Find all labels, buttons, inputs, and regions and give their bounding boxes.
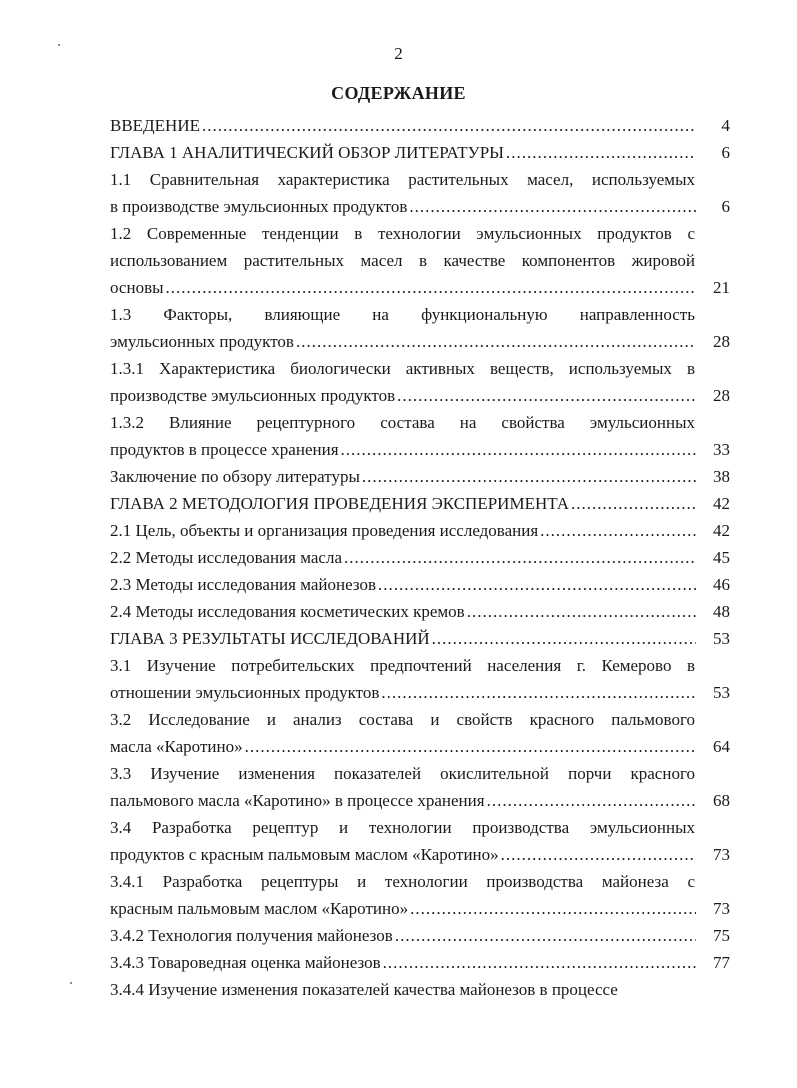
toc-page-number: 4 bbox=[721, 116, 730, 135]
toc-entry-text-line: 3.3 Изучение изменения показателей окислительной порчи красного bbox=[110, 764, 695, 783]
toc-entry bbox=[110, 706, 730, 760]
toc-entry-title: ВВЕДЕНИЕ bbox=[110, 116, 200, 135]
toc-entry-title: масла «Каротино» bbox=[110, 737, 243, 756]
toc-entry-title: Заключение по обзору литературы bbox=[110, 467, 360, 486]
toc-entry-text-line: 1.2 Современные тенденции в технологии эмульсионных продуктов с bbox=[110, 224, 695, 243]
toc-entry-title: 3.4.4 Изучение изменения показателей качества майонезов в процессе bbox=[110, 980, 618, 999]
toc-entry bbox=[110, 409, 730, 463]
toc-entry-title: производстве эмульсионных продуктов bbox=[110, 386, 396, 405]
toc-entry-title: отношении эмульсионных продуктов bbox=[110, 683, 380, 702]
toc-page-number: 28 bbox=[713, 332, 730, 351]
toc-page-number: 73 bbox=[713, 845, 730, 864]
toc-page-number: 38 bbox=[713, 467, 730, 486]
toc-entry bbox=[110, 760, 730, 814]
toc-entry-text-line: 3.4 Разработка рецептур и технологии производства эмульсионных bbox=[110, 818, 695, 837]
toc-page-number: 6 bbox=[721, 197, 730, 216]
toc-entry-text-line: 3.1 Изучение потребительских предпочтений населения г. Кемерово в bbox=[110, 656, 695, 675]
dot-leader bbox=[381, 679, 696, 706]
toc-entry-title: 2.1 Цель, объекты и организация проведения исследования bbox=[110, 521, 539, 540]
toc-entry bbox=[110, 544, 730, 571]
table-of-contents bbox=[110, 112, 730, 1003]
toc-entry-title: ГЛАВА 2 МЕТОДОЛОГИЯ ПРОВЕДЕНИЯ ЭКСПЕРИМЕНТА bbox=[110, 494, 570, 513]
toc-entry-title: основы bbox=[110, 278, 164, 297]
toc-entry bbox=[110, 166, 730, 220]
dot-leader bbox=[397, 382, 696, 409]
toc-entry-title: 3.4.3 Товароведная оценка майонезов bbox=[110, 953, 381, 972]
dot-leader bbox=[395, 922, 696, 949]
toc-page-number: 68 bbox=[713, 791, 730, 810]
toc-entry-title: красным пальмовым маслом «Каротино» bbox=[110, 899, 409, 918]
toc-page-number: 75 bbox=[713, 926, 730, 945]
toc-entry-text-line: использованием растительных масел в качестве компонентов жировой bbox=[110, 251, 695, 270]
dot-leader bbox=[571, 490, 696, 517]
toc-entry bbox=[110, 949, 730, 976]
toc-entry bbox=[110, 625, 730, 652]
toc-page-number: 6 bbox=[721, 143, 730, 162]
dot-leader bbox=[383, 949, 696, 976]
toc-page-number: 53 bbox=[713, 683, 730, 702]
dot-leader bbox=[540, 517, 696, 544]
scan-speck bbox=[58, 44, 60, 46]
dot-leader bbox=[296, 328, 696, 355]
dot-leader bbox=[410, 895, 696, 922]
toc-entry bbox=[110, 139, 730, 166]
toc-page-number: 73 bbox=[713, 899, 730, 918]
scan-speck bbox=[70, 982, 72, 984]
toc-entry-text-line: 1.3.2 Влияние рецептурного состава на свойства эмульсионных bbox=[110, 413, 695, 432]
toc-entry bbox=[110, 220, 730, 301]
toc-entry bbox=[110, 112, 730, 139]
toc-entry-title: продуктов с красным пальмовым маслом «Каротино» bbox=[110, 845, 499, 864]
dot-leader bbox=[501, 841, 696, 868]
dot-leader bbox=[432, 625, 696, 652]
toc-entry bbox=[110, 814, 730, 868]
toc-entry bbox=[110, 571, 730, 598]
toc-entry bbox=[110, 976, 730, 1003]
toc-entry-title: 3.4.2 Технология получения майонезов bbox=[110, 926, 393, 945]
dot-leader bbox=[245, 733, 696, 760]
toc-entry bbox=[110, 355, 730, 409]
dot-leader bbox=[409, 193, 696, 220]
toc-entry-text-line: 1.3 Факторы, влияющие на функциональную направленность bbox=[110, 305, 695, 324]
toc-entry-text-line: 1.1 Сравнительная характеристика растительных масел, используемых bbox=[110, 170, 695, 189]
toc-page-number: 42 bbox=[713, 521, 730, 540]
toc-entry-title: ГЛАВА 3 РЕЗУЛЬТАТЫ ИССЛЕДОВАНИЙ bbox=[110, 629, 430, 648]
dot-leader bbox=[467, 598, 696, 625]
dot-leader bbox=[202, 112, 696, 139]
toc-page-number: 28 bbox=[713, 386, 730, 405]
toc-entry bbox=[110, 301, 730, 355]
toc-entry bbox=[110, 922, 730, 949]
toc-entry-title: продуктов в процессе хранения bbox=[110, 440, 339, 459]
toc-page-number: 53 bbox=[713, 629, 730, 648]
toc-entry bbox=[110, 463, 730, 490]
toc-entry-text-line: 1.3.1 Характеристика биологически активных веществ, используемых в bbox=[110, 359, 695, 378]
toc-entry-title: в производстве эмульсионных продуктов bbox=[110, 197, 408, 216]
dot-leader bbox=[506, 139, 696, 166]
toc-entry-text-line: 3.4.1 Разработка рецептуры и технологии производства майонеза с bbox=[110, 872, 695, 891]
toc-entry-title: 2.3 Методы исследования майонезов bbox=[110, 575, 377, 594]
dot-leader bbox=[341, 436, 696, 463]
page-number: 2 bbox=[394, 44, 403, 63]
toc-page-number: 77 bbox=[713, 953, 730, 972]
toc-entry-title: пальмового масла «Каротино» в процессе хранения bbox=[110, 791, 485, 810]
toc-entry-title: 2.2 Методы исследования масла bbox=[110, 548, 342, 567]
toc-entry-title: ГЛАВА 1 АНАЛИТИЧЕСКИЙ ОБЗОР ЛИТЕРАТУРЫ bbox=[110, 143, 504, 162]
toc-entry bbox=[110, 598, 730, 625]
toc-page-number: 33 bbox=[713, 440, 730, 459]
dot-leader bbox=[378, 571, 696, 598]
dot-leader bbox=[487, 787, 696, 814]
dot-leader bbox=[166, 274, 696, 301]
toc-page-number: 48 bbox=[713, 602, 730, 621]
toc-entry bbox=[110, 490, 730, 517]
toc-entry-title: 2.4 Методы исследования косметических кремов bbox=[110, 602, 465, 621]
dot-leader bbox=[362, 463, 696, 490]
toc-entry bbox=[110, 517, 730, 544]
toc-entry bbox=[110, 868, 730, 922]
toc-page-number: 45 bbox=[713, 548, 730, 567]
toc-page-number: 42 bbox=[713, 494, 730, 513]
toc-page-number: 21 bbox=[713, 278, 730, 297]
dot-leader bbox=[344, 544, 696, 571]
toc-entry-title: эмульсионных продуктов bbox=[110, 332, 294, 351]
toc-entry-text-line: 3.2 Исследование и анализ состава и свойств красного пальмового bbox=[110, 710, 695, 729]
toc-title: СОДЕРЖАНИЕ bbox=[331, 83, 466, 103]
toc-page-number: 46 bbox=[713, 575, 730, 594]
toc-page-number: 64 bbox=[713, 737, 730, 756]
toc-entry bbox=[110, 652, 730, 706]
